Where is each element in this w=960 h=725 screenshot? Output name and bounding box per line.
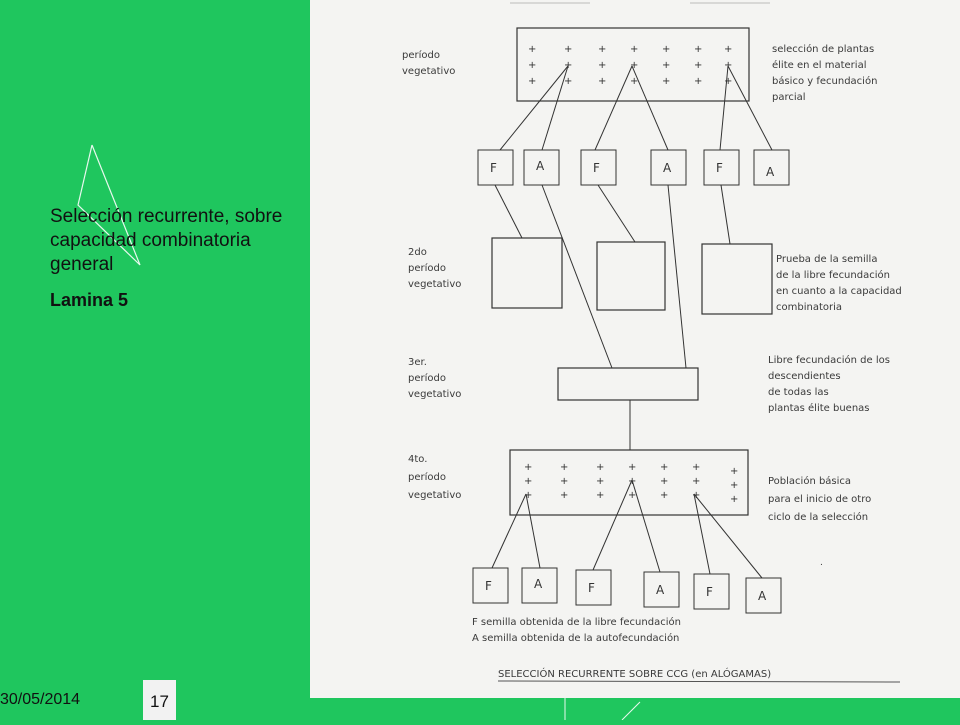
note-1	[772, 43, 877, 103]
svg-text:Libre fecundación de los: Libre fecundación de los	[768, 355, 890, 366]
svg-text:plantas élite buenas: plantas élite buenas	[768, 403, 870, 414]
svg-text:período: período	[402, 50, 440, 61]
svg-text:+: +	[724, 44, 733, 55]
svg-text:selección de plantas: selección de plantas	[772, 44, 875, 55]
svg-text:+: +	[524, 476, 533, 487]
caption-underline	[498, 681, 900, 682]
svg-text:+: +	[628, 490, 637, 501]
svg-text:F: F	[706, 585, 713, 599]
svg-text:vegetativo: vegetativo	[408, 279, 462, 290]
svg-text:+: +	[598, 76, 607, 87]
seed-box-top-6	[754, 150, 789, 185]
svg-text:A: A	[534, 577, 543, 591]
test-box-3	[702, 244, 772, 314]
svg-text:+: +	[662, 60, 671, 71]
decorative-lines	[0, 0, 310, 720]
free-pollination-box	[558, 368, 698, 400]
slide-title: Selección recurrente, sobre capacidad combinatoria general	[50, 206, 283, 275]
svg-text:+: +	[724, 76, 733, 87]
svg-text:F: F	[485, 579, 492, 593]
seed-box-top-2	[524, 150, 559, 185]
svg-text:+: +	[660, 476, 669, 487]
svg-text:vegetativo: vegetativo	[408, 389, 462, 400]
slide-title-block	[50, 205, 300, 311]
svg-text:+: +	[694, 60, 703, 71]
svg-text:+: +	[596, 490, 605, 501]
svg-text:período: período	[408, 472, 446, 483]
svg-text:A: A	[663, 161, 672, 175]
seed-box-bottom-1	[473, 568, 508, 603]
test-box-1	[492, 238, 562, 308]
seed-box-top-3	[581, 150, 616, 185]
note-2	[776, 254, 902, 313]
svg-text:+: +	[662, 76, 671, 87]
seed-box-top-5	[704, 150, 739, 185]
note-3	[768, 354, 890, 414]
svg-text:+: +	[730, 466, 739, 477]
svg-text:+: +	[662, 44, 671, 55]
recurrent-selection-diagram	[310, 0, 960, 698]
test-box-2	[597, 242, 665, 310]
svg-text:+: +	[528, 44, 537, 55]
svg-text:de la libre fecundación: de la libre fecundación	[776, 270, 890, 281]
svg-text:+: +	[528, 76, 537, 87]
seed-box-top-4	[651, 150, 686, 185]
svg-text:combinatoria: combinatoria	[776, 302, 843, 313]
svg-text:+: +	[692, 462, 701, 473]
svg-text:+: +	[692, 490, 701, 501]
svg-text:+: +	[694, 44, 703, 55]
svg-text:+: +	[564, 60, 573, 71]
period-label-4	[408, 454, 461, 501]
svg-text:élite en el material: élite en el material	[772, 60, 867, 71]
period-label-1	[402, 49, 455, 77]
stray-mark: .	[820, 558, 823, 568]
svg-text:+: +	[598, 60, 607, 71]
diagram-caption: SELECCIÓN RECURRENTE SOBRE CCG (en ALÓGAMAS)	[498, 669, 772, 680]
svg-text:básico y fecundación: básico y fecundación	[772, 76, 878, 87]
svg-text:vegetativo: vegetativo	[402, 66, 456, 77]
note-4	[768, 475, 871, 523]
svg-text:de todas las: de todas las	[768, 387, 829, 398]
period-label-2	[408, 247, 461, 290]
svg-text:en cuanto a la capacidad: en cuanto a la capacidad	[776, 286, 902, 297]
svg-text:+: +	[564, 44, 573, 55]
seed-box-bottom-5	[694, 574, 729, 609]
svg-text:descendientes: descendientes	[768, 371, 841, 382]
svg-text:F: F	[593, 161, 600, 175]
svg-text:vegetativo: vegetativo	[408, 490, 462, 501]
seed-box-bottom-3	[576, 570, 611, 605]
svg-text:+: +	[730, 480, 739, 491]
svg-text:+: +	[596, 462, 605, 473]
svg-text:+: +	[660, 462, 669, 473]
svg-text:+: +	[692, 476, 701, 487]
svg-text:F: F	[588, 581, 595, 595]
period-label-3	[408, 357, 461, 400]
svg-text:período: período	[408, 373, 446, 384]
svg-text:+: +	[660, 490, 669, 501]
svg-text:Prueba de la semilla: Prueba de la semilla	[776, 254, 878, 265]
svg-text:+: +	[596, 476, 605, 487]
bottom-green-strip	[310, 698, 960, 720]
svg-text:+: +	[694, 76, 703, 87]
slide-subtitle: Lamina 5	[50, 290, 129, 310]
svg-text:período: período	[408, 263, 446, 274]
svg-text:+: +	[524, 490, 533, 501]
base-population-plants	[524, 462, 738, 505]
svg-text:parcial: parcial	[772, 92, 806, 103]
svg-text:+: +	[628, 462, 637, 473]
svg-text:4to.: 4to.	[408, 454, 428, 465]
svg-text:+: +	[730, 494, 739, 505]
decorative-lines-bottom	[310, 698, 960, 720]
svg-text:F: F	[716, 161, 723, 175]
svg-text:+: +	[628, 476, 637, 487]
legend-a: A semilla obtenida de la autofecundación	[472, 633, 680, 644]
selection-lines-2	[495, 185, 730, 244]
svg-text:+: +	[630, 44, 639, 55]
svg-text:2do: 2do	[408, 247, 427, 258]
svg-text:A: A	[758, 589, 767, 603]
slide-date: 30/05/2014	[0, 691, 81, 708]
svg-text:3er.: 3er.	[408, 357, 427, 368]
seed-box-bottom-6	[746, 578, 781, 613]
svg-text:+: +	[630, 76, 639, 87]
svg-text:+: +	[560, 490, 569, 501]
selection-lines-4	[492, 480, 762, 578]
svg-text:F: F	[490, 161, 497, 175]
initial-population-plants	[528, 44, 732, 87]
svg-text:+: +	[528, 60, 537, 71]
svg-text:ciclo de la selección: ciclo de la selección	[768, 512, 869, 523]
svg-text:A: A	[656, 583, 665, 597]
svg-text:+: +	[560, 462, 569, 473]
svg-text:+: +	[598, 44, 607, 55]
svg-text:+: +	[560, 476, 569, 487]
svg-text:para el inicio de otro: para el inicio de otro	[768, 494, 872, 505]
svg-text:A: A	[536, 159, 545, 173]
svg-text:+: +	[724, 60, 733, 71]
seed-box-bottom-4	[644, 572, 679, 607]
legend-f: F semilla obtenida de la libre fecundación	[472, 617, 681, 628]
scanned-diagram	[310, 0, 960, 698]
slide-number: 17	[143, 680, 176, 720]
svg-text:A: A	[766, 165, 775, 179]
svg-text:+: +	[630, 60, 639, 71]
seed-box-top-1	[478, 150, 513, 185]
svg-text:+: +	[524, 462, 533, 473]
svg-text:+: +	[564, 76, 573, 87]
svg-text:Población básica: Población básica	[768, 476, 852, 487]
seed-box-bottom-2	[522, 568, 557, 603]
